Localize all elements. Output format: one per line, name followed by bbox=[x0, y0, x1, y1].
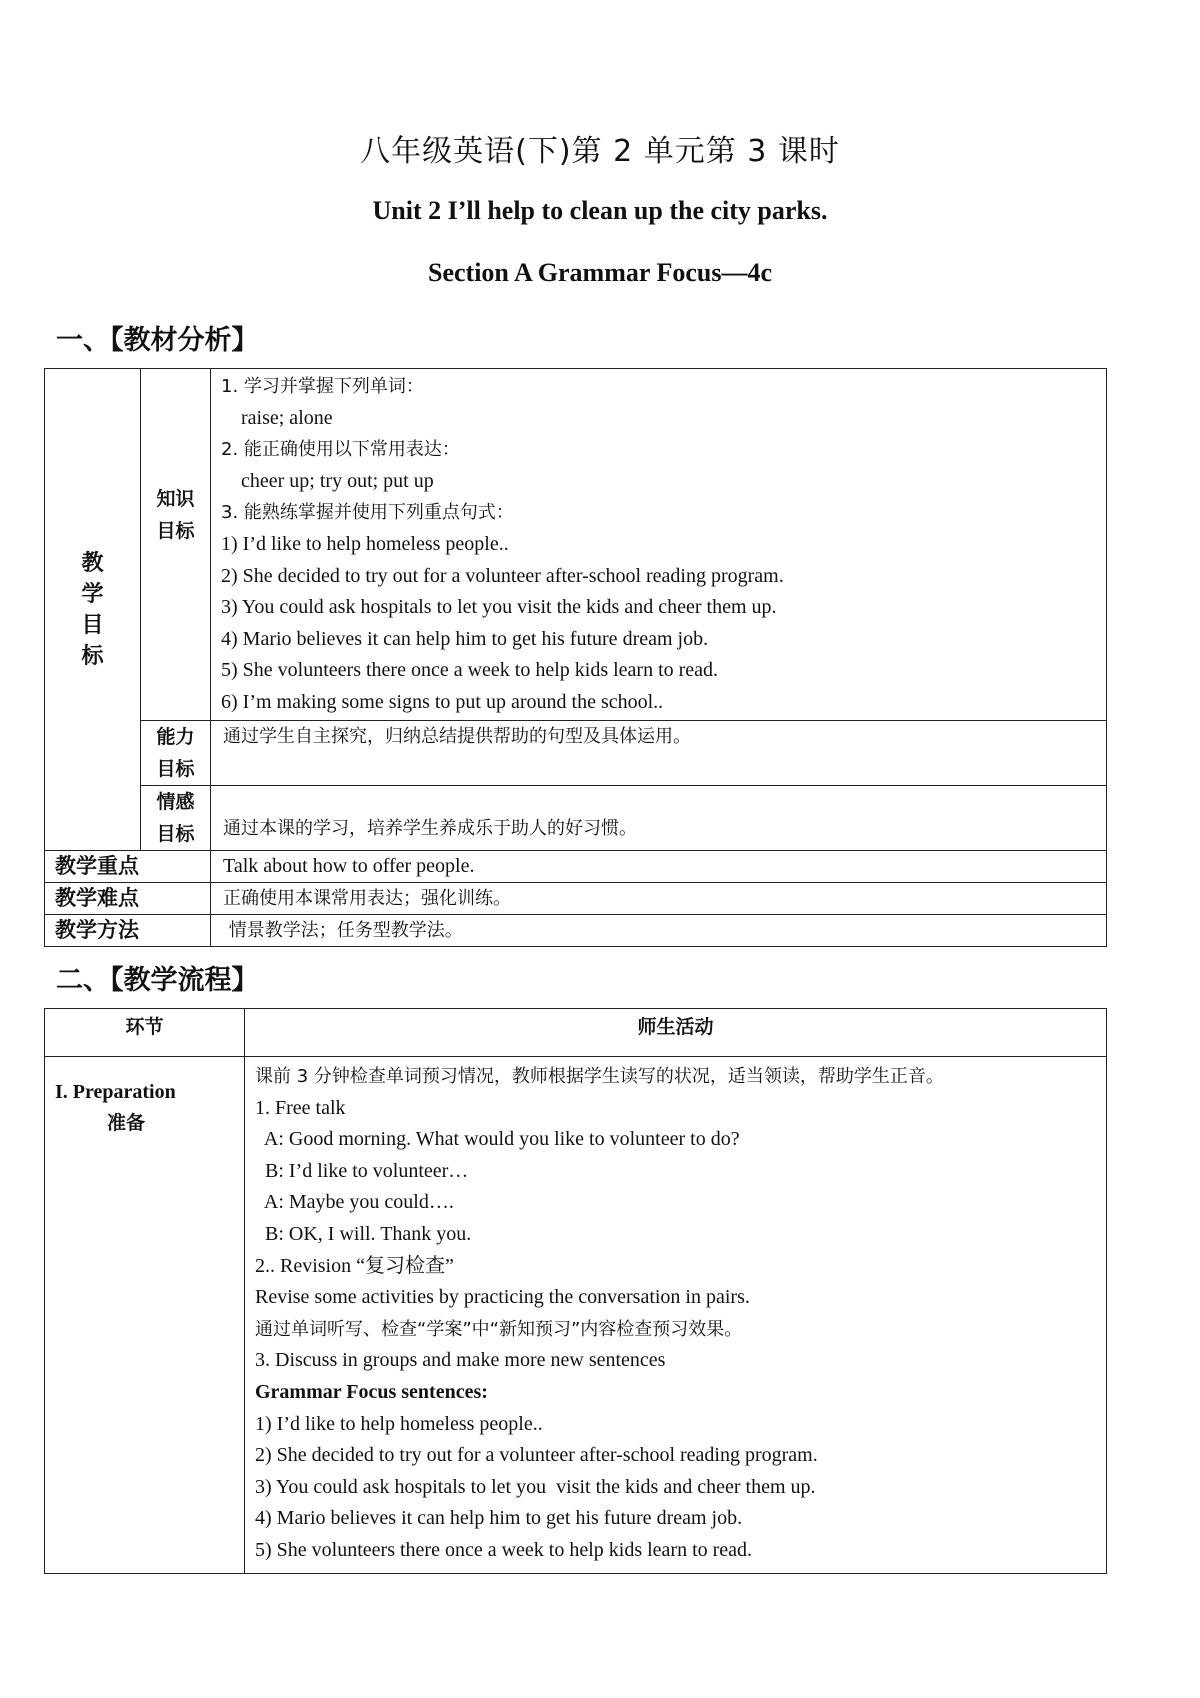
knowledge-goal-label: 知识 目标 bbox=[141, 369, 211, 721]
activity-line: 5) She volunteers there once a week to help kids learn to read. bbox=[255, 1538, 753, 1561]
key-point-label: 教学重点 bbox=[45, 851, 211, 883]
difficulty-label: 教学难点 bbox=[45, 883, 211, 915]
knowledge-goal-content: 1. 学习并掌握下列单词： raise; alone 2. 能正确使用以下常用表达： cheer up; try out; put up 3. 能熟练掌握并使用下列重点句式： 1) I’d like to help homeless people.. 2) She decided to try out for a volunteer after-school reading program. 3) You could ask hospitals to let you visit the kids and cheer them up. 4) Mario believes it can help him to get his future dream job. 5) She volunteers there once a week to help kids learn to read. 6) I’m making some signs to put up around the school.. bbox=[211, 369, 1107, 721]
activity-line: A: Good morning. What would you like to volunteer to do? bbox=[255, 1128, 740, 1151]
stage-name-zh: 准备 bbox=[107, 1112, 146, 1134]
activity-line: 4) Mario believes it can help him to get his future dream job. bbox=[255, 1507, 743, 1530]
activity-line: 课前 3 分钟检查单词预习情况，教师根据学生读写的状况，适当领读，帮助学生正音。 bbox=[255, 1066, 944, 1087]
emotion-goal-label: 情感 目标 bbox=[141, 786, 211, 851]
section2-heading: 二、【教学流程】 bbox=[56, 965, 259, 996]
activity-line: 通过单词听写、检查“学案”中“新知预习”内容检查预习效果。 bbox=[255, 1318, 743, 1340]
activity-content bbox=[245, 1057, 1107, 1574]
section-title: Section A Grammar Focus—4c bbox=[428, 258, 772, 287]
process-table bbox=[44, 1008, 1107, 1574]
activity-column-header: 师生活动 bbox=[245, 1009, 1107, 1057]
stage-preparation bbox=[45, 1057, 245, 1574]
difficulty-content: 正确使用本课常用表达；强化训练。 bbox=[211, 883, 1107, 915]
ability-goal-content: 通过学生自主探究，归纳总结提供帮助的句型及具体运用。 bbox=[211, 721, 1107, 786]
activity-line: 3) You could ask hospitals to let you visit the kids and cheer them up. bbox=[255, 1475, 816, 1498]
activity-line: B: I’d like to volunteer… bbox=[255, 1159, 469, 1182]
stage-name-en: I. Preparation bbox=[55, 1081, 176, 1103]
activity-line: Revise some activities by practicing the conversation in pairs. bbox=[255, 1286, 750, 1309]
stage-column-header: 环节 bbox=[45, 1009, 245, 1057]
activity-line: Grammar Focus sentences: bbox=[255, 1380, 488, 1403]
section1-heading: 一、【教材分析】 bbox=[56, 325, 259, 356]
activity-line: 1. Free talk bbox=[255, 1096, 346, 1119]
key-point-content: Talk about how to offer people. bbox=[211, 851, 1107, 883]
activity-line: 1) I’d like to help homeless people.. bbox=[255, 1412, 543, 1435]
emotion-goal-content: 通过本课的学习，培养学生养成乐于助人的好习惯。 bbox=[211, 786, 1107, 851]
ability-goal-label: 能力 目标 bbox=[141, 721, 211, 786]
method-content: 情景教学法；任务型教学法。 bbox=[211, 915, 1107, 947]
document-title: 八年级英语(下)第 2 单元第 3 课时 bbox=[360, 134, 840, 169]
activity-line: 2.. Revision “复习检查” bbox=[255, 1254, 454, 1277]
method-label: 教学方法 bbox=[45, 915, 211, 947]
analysis-table bbox=[44, 368, 1107, 947]
activity-line: A: Maybe you could…. bbox=[255, 1191, 454, 1214]
activity-line: 2) She decided to try out for a volunteer after-school reading program. bbox=[255, 1444, 818, 1467]
teaching-goals-label: 教 学 目 标 bbox=[45, 369, 141, 851]
activity-line: 3. Discuss in groups and make more new sentences bbox=[255, 1349, 666, 1372]
unit-title: Unit 2 I’ll help to clean up the city parks. bbox=[372, 196, 828, 225]
activity-line: B: OK, I will. Thank you. bbox=[255, 1222, 472, 1245]
